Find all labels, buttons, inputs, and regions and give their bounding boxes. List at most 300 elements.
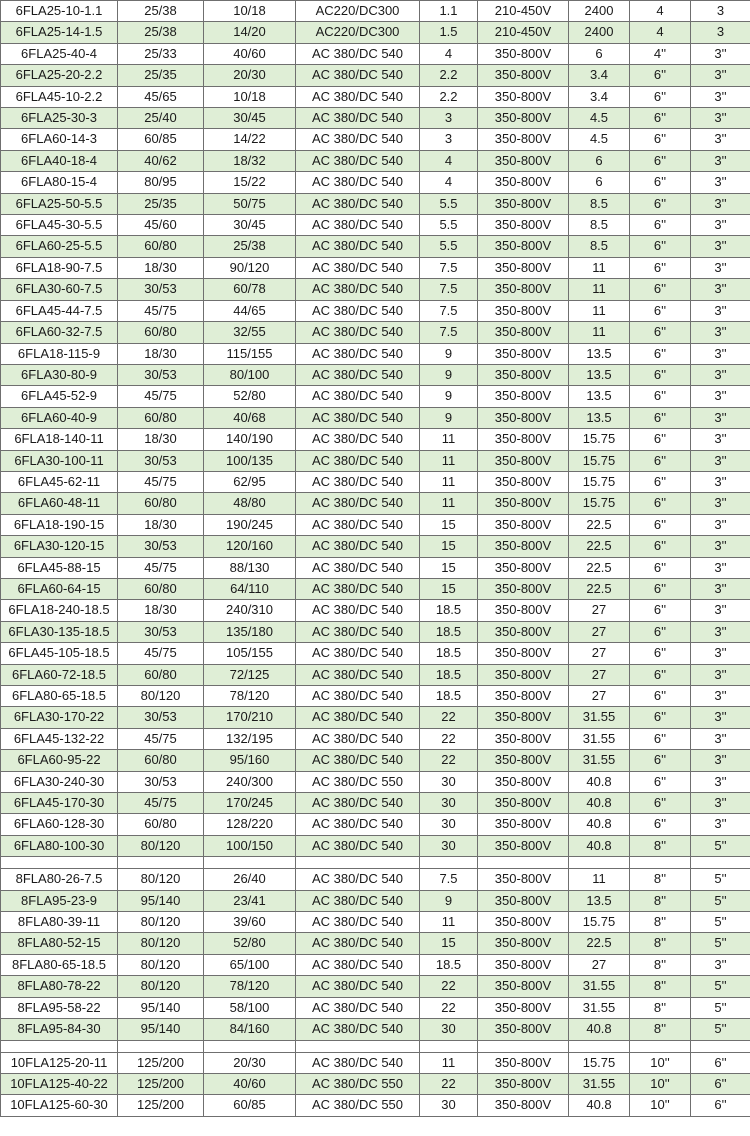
current-cell: 3.4: [569, 86, 630, 107]
model-cell: 6FLA18-190-15: [1, 514, 118, 535]
table-row: [1, 429, 750, 450]
spec-a-cell: 80/120: [118, 933, 204, 954]
separator-cell: [118, 1040, 204, 1052]
spec-b-cell: 88/130: [204, 557, 296, 578]
voltage-range-cell: 350-800V: [478, 514, 569, 535]
current-cell: 15.75: [569, 471, 630, 492]
outlet-size-cell: 6'': [630, 643, 691, 664]
spec-a-cell: 80/120: [118, 954, 204, 975]
current-cell: 27: [569, 621, 630, 642]
voltage-type-cell: AC 380/DC 540: [296, 172, 420, 193]
separator-cell: [478, 857, 569, 869]
current-cell: 11: [569, 322, 630, 343]
spec-b-cell: 39/60: [204, 912, 296, 933]
separator-cell: [296, 857, 420, 869]
spec-b-cell: 18/32: [204, 150, 296, 171]
table-row: [1, 912, 750, 933]
voltage-type-cell: AC 380/DC 540: [296, 793, 420, 814]
spec-a-cell: 45/75: [118, 557, 204, 578]
inlet-size-cell: 3'': [691, 450, 750, 471]
model-cell: 10FLA125-60-30: [1, 1095, 118, 1116]
voltage-range-cell: 350-800V: [478, 236, 569, 257]
power-cell: 22: [420, 728, 478, 749]
separator-cell: [1, 857, 118, 869]
power-cell: 1.5: [420, 22, 478, 43]
group-separator-row: [1, 857, 750, 869]
spec-b-cell: 23/41: [204, 890, 296, 911]
current-cell: 15.75: [569, 912, 630, 933]
table-row: [1, 364, 750, 385]
spec-a-cell: 30/53: [118, 536, 204, 557]
voltage-type-cell: AC 380/DC 550: [296, 771, 420, 792]
outlet-size-cell: 6'': [630, 728, 691, 749]
current-cell: 40.8: [569, 793, 630, 814]
power-cell: 18.5: [420, 621, 478, 642]
spec-a-cell: 30/53: [118, 771, 204, 792]
voltage-type-cell: AC 380/DC 540: [296, 621, 420, 642]
voltage-range-cell: 350-800V: [478, 43, 569, 64]
voltage-type-cell: AC 380/DC 540: [296, 814, 420, 835]
spec-a-cell: 18/30: [118, 429, 204, 450]
spec-b-cell: 26/40: [204, 869, 296, 890]
outlet-size-cell: 4: [630, 1, 691, 22]
voltage-range-cell: 350-800V: [478, 793, 569, 814]
model-cell: 6FLA25-10-1.1: [1, 1, 118, 22]
inlet-size-cell: 3'': [691, 150, 750, 171]
table-row: [1, 600, 750, 621]
spec-a-cell: 125/200: [118, 1073, 204, 1094]
table-row: [1, 65, 750, 86]
spec-b-cell: 30/45: [204, 108, 296, 129]
voltage-range-cell: 350-800V: [478, 1052, 569, 1073]
table-row: [1, 129, 750, 150]
spec-a-cell: 18/30: [118, 514, 204, 535]
voltage-type-cell: AC 380/DC 540: [296, 300, 420, 321]
inlet-size-cell: 3'': [691, 557, 750, 578]
table-row: [1, 22, 750, 43]
outlet-size-cell: 10'': [630, 1095, 691, 1116]
voltage-type-cell: AC 380/DC 540: [296, 686, 420, 707]
spec-b-cell: 40/60: [204, 43, 296, 64]
inlet-size-cell: 5'': [691, 997, 750, 1018]
spec-a-cell: 40/62: [118, 150, 204, 171]
inlet-size-cell: 3'': [691, 793, 750, 814]
voltage-range-cell: 350-800V: [478, 707, 569, 728]
voltage-range-cell: 210-450V: [478, 1, 569, 22]
table-row: [1, 557, 750, 578]
current-cell: 15.75: [569, 1052, 630, 1073]
voltage-range-cell: 350-800V: [478, 869, 569, 890]
separator-cell: [691, 857, 750, 869]
spec-a-cell: 95/140: [118, 1019, 204, 1040]
voltage-type-cell: AC 380/DC 540: [296, 343, 420, 364]
table-row: [1, 1, 750, 22]
model-cell: 6FLA45-52-9: [1, 386, 118, 407]
table-row: [1, 386, 750, 407]
power-cell: 9: [420, 890, 478, 911]
power-cell: 18.5: [420, 686, 478, 707]
current-cell: 27: [569, 643, 630, 664]
model-cell: 6FLA25-20-2.2: [1, 65, 118, 86]
outlet-size-cell: 6'': [630, 429, 691, 450]
model-cell: 8FLA95-84-30: [1, 1019, 118, 1040]
spec-b-cell: 78/120: [204, 686, 296, 707]
spec-a-cell: 60/80: [118, 493, 204, 514]
spec-a-cell: 25/38: [118, 1, 204, 22]
current-cell: 31.55: [569, 750, 630, 771]
current-cell: 8.5: [569, 193, 630, 214]
voltage-type-cell: AC 380/DC 540: [296, 215, 420, 236]
inlet-size-cell: 3'': [691, 257, 750, 278]
power-cell: 7.5: [420, 279, 478, 300]
voltage-range-cell: 350-800V: [478, 300, 569, 321]
inlet-size-cell: 3'': [691, 493, 750, 514]
voltage-range-cell: 210-450V: [478, 22, 569, 43]
specs-table-body: [1, 1, 750, 1117]
spec-a-cell: 30/53: [118, 707, 204, 728]
voltage-type-cell: AC 380/DC 540: [296, 664, 420, 685]
voltage-type-cell: AC 380/DC 540: [296, 450, 420, 471]
outlet-size-cell: 8'': [630, 976, 691, 997]
table-row: [1, 150, 750, 171]
inlet-size-cell: 3'': [691, 172, 750, 193]
model-cell: 8FLA80-26-7.5: [1, 869, 118, 890]
spec-b-cell: 64/110: [204, 578, 296, 599]
voltage-type-cell: AC 380/DC 540: [296, 364, 420, 385]
outlet-size-cell: 6'': [630, 193, 691, 214]
power-cell: 1.1: [420, 1, 478, 22]
voltage-range-cell: 350-800V: [478, 279, 569, 300]
current-cell: 2400: [569, 1, 630, 22]
power-cell: 5.5: [420, 236, 478, 257]
separator-cell: [420, 1040, 478, 1052]
model-cell: 6FLA18-140-11: [1, 429, 118, 450]
table-row: [1, 750, 750, 771]
voltage-range-cell: 350-800V: [478, 86, 569, 107]
outlet-size-cell: 8'': [630, 933, 691, 954]
inlet-size-cell: 5'': [691, 890, 750, 911]
power-cell: 4: [420, 172, 478, 193]
spec-a-cell: 25/38: [118, 22, 204, 43]
outlet-size-cell: 6'': [630, 771, 691, 792]
table-row: [1, 300, 750, 321]
voltage-range-cell: 350-800V: [478, 621, 569, 642]
current-cell: 13.5: [569, 890, 630, 911]
current-cell: 31.55: [569, 997, 630, 1018]
current-cell: 15.75: [569, 450, 630, 471]
inlet-size-cell: 3'': [691, 279, 750, 300]
voltage-type-cell: AC220/DC300: [296, 1, 420, 22]
outlet-size-cell: 6'': [630, 322, 691, 343]
voltage-range-cell: 350-800V: [478, 364, 569, 385]
spec-a-cell: 95/140: [118, 890, 204, 911]
voltage-range-cell: 350-800V: [478, 129, 569, 150]
outlet-size-cell: 8'': [630, 997, 691, 1018]
spec-b-cell: 15/22: [204, 172, 296, 193]
model-cell: 8FLA80-39-11: [1, 912, 118, 933]
voltage-range-cell: 350-800V: [478, 65, 569, 86]
model-cell: 6FLA45-44-7.5: [1, 300, 118, 321]
voltage-range-cell: 350-800V: [478, 664, 569, 685]
power-cell: 11: [420, 1052, 478, 1073]
model-cell: 6FLA30-135-18.5: [1, 621, 118, 642]
voltage-type-cell: AC 380/DC 540: [296, 997, 420, 1018]
inlet-size-cell: 3'': [691, 65, 750, 86]
table-row: [1, 793, 750, 814]
table-row: [1, 236, 750, 257]
spec-b-cell: 58/100: [204, 997, 296, 1018]
table-row: [1, 193, 750, 214]
outlet-size-cell: 6'': [630, 386, 691, 407]
current-cell: 8.5: [569, 215, 630, 236]
model-cell: 6FLA80-15-4: [1, 172, 118, 193]
outlet-size-cell: 6'': [630, 300, 691, 321]
table-row: [1, 997, 750, 1018]
spec-a-cell: 30/53: [118, 364, 204, 385]
voltage-range-cell: 350-800V: [478, 557, 569, 578]
spec-b-cell: 14/20: [204, 22, 296, 43]
model-cell: 6FLA60-128-30: [1, 814, 118, 835]
spec-b-cell: 60/78: [204, 279, 296, 300]
model-cell: 6FLA30-120-15: [1, 536, 118, 557]
table-row: [1, 86, 750, 107]
inlet-size-cell: 3'': [691, 514, 750, 535]
power-cell: 15: [420, 514, 478, 535]
spec-a-cell: 125/200: [118, 1052, 204, 1073]
spec-b-cell: 240/310: [204, 600, 296, 621]
spec-a-cell: 25/35: [118, 65, 204, 86]
current-cell: 22.5: [569, 536, 630, 557]
voltage-range-cell: 350-800V: [478, 150, 569, 171]
spec-b-cell: 78/120: [204, 976, 296, 997]
spec-b-cell: 128/220: [204, 814, 296, 835]
voltage-type-cell: AC 380/DC 540: [296, 322, 420, 343]
voltage-range-cell: 350-800V: [478, 1019, 569, 1040]
inlet-size-cell: 3'': [691, 429, 750, 450]
power-cell: 2.2: [420, 86, 478, 107]
spec-a-cell: 60/80: [118, 578, 204, 599]
current-cell: 11: [569, 257, 630, 278]
model-cell: 6FLA25-14-1.5: [1, 22, 118, 43]
inlet-size-cell: 3'': [691, 536, 750, 557]
model-cell: 6FLA45-105-18.5: [1, 643, 118, 664]
spec-a-cell: 60/80: [118, 814, 204, 835]
spec-a-cell: 60/80: [118, 664, 204, 685]
spec-a-cell: 80/120: [118, 912, 204, 933]
group-separator-row: [1, 1040, 750, 1052]
outlet-size-cell: 6'': [630, 86, 691, 107]
current-cell: 31.55: [569, 728, 630, 749]
spec-b-cell: 52/80: [204, 386, 296, 407]
table-row: [1, 471, 750, 492]
voltage-range-cell: 350-800V: [478, 471, 569, 492]
inlet-size-cell: 3'': [691, 343, 750, 364]
outlet-size-cell: 6'': [630, 407, 691, 428]
spec-a-cell: 80/95: [118, 172, 204, 193]
spec-a-cell: 45/75: [118, 386, 204, 407]
voltage-type-cell: AC 380/DC 540: [296, 86, 420, 107]
table-row: [1, 954, 750, 975]
table-row: [1, 869, 750, 890]
power-cell: 30: [420, 814, 478, 835]
spec-b-cell: 132/195: [204, 728, 296, 749]
voltage-type-cell: AC 380/DC 540: [296, 933, 420, 954]
outlet-size-cell: 6'': [630, 514, 691, 535]
current-cell: 11: [569, 279, 630, 300]
model-cell: 6FLA45-10-2.2: [1, 86, 118, 107]
spec-b-cell: 170/210: [204, 707, 296, 728]
inlet-size-cell: 3'': [691, 954, 750, 975]
current-cell: 11: [569, 869, 630, 890]
voltage-range-cell: 350-800V: [478, 193, 569, 214]
table-row: [1, 1052, 750, 1073]
voltage-type-cell: AC 380/DC 540: [296, 514, 420, 535]
spec-a-cell: 30/53: [118, 621, 204, 642]
current-cell: 6: [569, 172, 630, 193]
table-row: [1, 43, 750, 64]
model-cell: 8FLA80-78-22: [1, 976, 118, 997]
separator-cell: [204, 857, 296, 869]
outlet-size-cell: 6'': [630, 129, 691, 150]
model-cell: 6FLA60-95-22: [1, 750, 118, 771]
voltage-range-cell: 350-800V: [478, 172, 569, 193]
voltage-range-cell: 350-800V: [478, 343, 569, 364]
voltage-range-cell: 350-800V: [478, 493, 569, 514]
spec-a-cell: 80/120: [118, 869, 204, 890]
table-row: [1, 643, 750, 664]
spec-a-cell: 60/80: [118, 407, 204, 428]
outlet-size-cell: 6'': [630, 686, 691, 707]
voltage-type-cell: AC 380/DC 540: [296, 108, 420, 129]
model-cell: 8FLA80-52-15: [1, 933, 118, 954]
outlet-size-cell: 8'': [630, 890, 691, 911]
table-row: [1, 707, 750, 728]
voltage-range-cell: 350-800V: [478, 600, 569, 621]
power-cell: 5.5: [420, 193, 478, 214]
power-cell: 15: [420, 933, 478, 954]
current-cell: 31.55: [569, 1073, 630, 1094]
outlet-size-cell: 6'': [630, 793, 691, 814]
table-row: [1, 493, 750, 514]
inlet-size-cell: 3'': [691, 600, 750, 621]
table-row: [1, 450, 750, 471]
spec-b-cell: 100/135: [204, 450, 296, 471]
outlet-size-cell: 6'': [630, 65, 691, 86]
spec-b-cell: 25/38: [204, 236, 296, 257]
separator-cell: [630, 1040, 691, 1052]
voltage-range-cell: 350-800V: [478, 1095, 569, 1116]
inlet-size-cell: 3'': [691, 364, 750, 385]
power-cell: 2.2: [420, 65, 478, 86]
spec-a-cell: 25/35: [118, 193, 204, 214]
model-cell: 6FLA45-88-15: [1, 557, 118, 578]
voltage-type-cell: AC 380/DC 540: [296, 600, 420, 621]
voltage-range-cell: 350-800V: [478, 750, 569, 771]
power-cell: 5.5: [420, 215, 478, 236]
power-cell: 4: [420, 150, 478, 171]
current-cell: 40.8: [569, 771, 630, 792]
outlet-size-cell: 6'': [630, 536, 691, 557]
outlet-size-cell: 6'': [630, 172, 691, 193]
current-cell: 40.8: [569, 1095, 630, 1116]
inlet-size-cell: 3'': [691, 300, 750, 321]
voltage-range-cell: 350-800V: [478, 933, 569, 954]
voltage-type-cell: AC 380/DC 540: [296, 1019, 420, 1040]
power-cell: 4: [420, 43, 478, 64]
table-row: [1, 771, 750, 792]
model-cell: 6FLA30-170-22: [1, 707, 118, 728]
voltage-type-cell: AC 380/DC 540: [296, 835, 420, 856]
separator-cell: [569, 1040, 630, 1052]
outlet-size-cell: 6'': [630, 364, 691, 385]
spec-a-cell: 45/75: [118, 643, 204, 664]
inlet-size-cell: 3'': [691, 129, 750, 150]
spec-b-cell: 14/22: [204, 129, 296, 150]
power-cell: 7.5: [420, 322, 478, 343]
voltage-type-cell: AC 380/DC 540: [296, 954, 420, 975]
separator-cell: [420, 857, 478, 869]
voltage-range-cell: 350-800V: [478, 322, 569, 343]
table-row: [1, 536, 750, 557]
model-cell: 6FLA45-170-30: [1, 793, 118, 814]
spec-b-cell: 190/245: [204, 514, 296, 535]
voltage-range-cell: 350-800V: [478, 835, 569, 856]
spec-a-cell: 18/30: [118, 343, 204, 364]
table-row: [1, 1073, 750, 1094]
current-cell: 22.5: [569, 514, 630, 535]
current-cell: 6: [569, 43, 630, 64]
voltage-type-cell: AC 380/DC 550: [296, 1073, 420, 1094]
spec-a-cell: 125/200: [118, 1095, 204, 1116]
current-cell: 4.5: [569, 129, 630, 150]
table-row: [1, 215, 750, 236]
inlet-size-cell: 3'': [691, 621, 750, 642]
power-cell: 18.5: [420, 643, 478, 664]
voltage-type-cell: AC220/DC300: [296, 22, 420, 43]
spec-b-cell: 50/75: [204, 193, 296, 214]
spec-b-cell: 40/60: [204, 1073, 296, 1094]
spec-b-cell: 40/68: [204, 407, 296, 428]
voltage-type-cell: AC 380/DC 550: [296, 1095, 420, 1116]
spec-b-cell: 90/120: [204, 257, 296, 278]
voltage-type-cell: AC 380/DC 540: [296, 257, 420, 278]
power-cell: 18.5: [420, 664, 478, 685]
model-cell: 6FLA60-48-11: [1, 493, 118, 514]
power-cell: 9: [420, 407, 478, 428]
spec-a-cell: 45/60: [118, 215, 204, 236]
inlet-size-cell: 3'': [691, 664, 750, 685]
voltage-range-cell: 350-800V: [478, 912, 569, 933]
inlet-size-cell: 3'': [691, 322, 750, 343]
inlet-size-cell: 3: [691, 22, 750, 43]
spec-b-cell: 105/155: [204, 643, 296, 664]
current-cell: 40.8: [569, 835, 630, 856]
model-cell: 8FLA95-23-9: [1, 890, 118, 911]
voltage-type-cell: AC 380/DC 540: [296, 493, 420, 514]
inlet-size-cell: 3'': [691, 407, 750, 428]
voltage-range-cell: 350-800V: [478, 578, 569, 599]
current-cell: 31.55: [569, 707, 630, 728]
inlet-size-cell: 5'': [691, 933, 750, 954]
table-row: [1, 890, 750, 911]
table-row: [1, 728, 750, 749]
inlet-size-cell: 3'': [691, 686, 750, 707]
voltage-range-cell: 350-800V: [478, 997, 569, 1018]
model-cell: 6FLA45-132-22: [1, 728, 118, 749]
voltage-range-cell: 350-800V: [478, 686, 569, 707]
inlet-size-cell: 3'': [691, 215, 750, 236]
spec-b-cell: 62/95: [204, 471, 296, 492]
